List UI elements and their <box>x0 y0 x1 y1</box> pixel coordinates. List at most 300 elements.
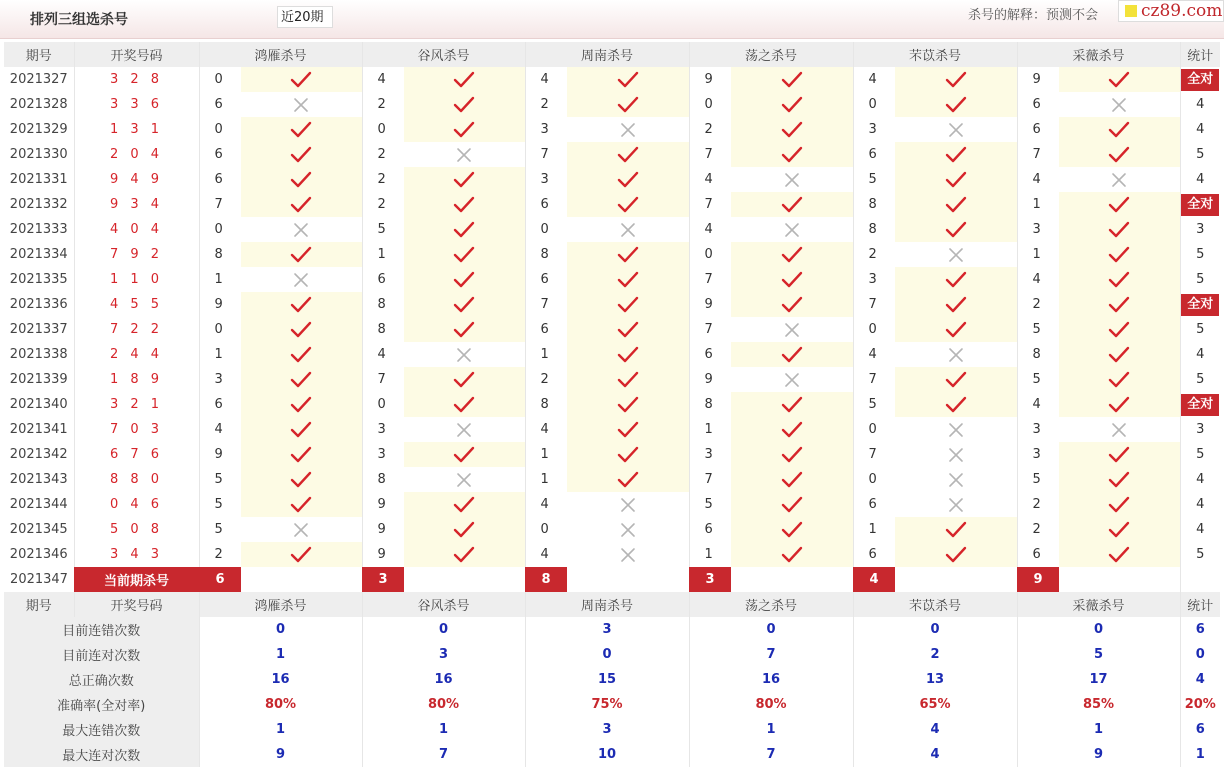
kill-number: 4 <box>362 67 404 92</box>
cross-icon <box>1059 417 1180 442</box>
summary-stat: 6 <box>1180 717 1220 742</box>
kill-number: 2 <box>1017 492 1059 517</box>
check-icon <box>895 542 1017 567</box>
cross-icon <box>731 167 853 192</box>
table-row <box>4 467 1220 492</box>
kill-number: 4 <box>853 67 895 92</box>
check-icon <box>895 142 1017 167</box>
cross-icon <box>404 142 525 167</box>
check-icon <box>731 492 853 517</box>
stat-cell: 3 <box>1180 417 1220 442</box>
summary-label: 总正确次数 <box>4 667 199 692</box>
cross-icon <box>567 117 689 142</box>
draw-number: 3 4 3 <box>74 542 199 567</box>
kill-number: 2 <box>362 192 404 217</box>
check-icon <box>241 342 362 367</box>
summary-value: 80% <box>199 692 362 717</box>
kill-number: 2 <box>362 167 404 192</box>
check-icon <box>567 67 689 92</box>
col-expert-header: 采薇杀号 <box>1017 592 1180 617</box>
check-icon <box>895 292 1017 317</box>
stat-cell: 4 <box>1180 117 1220 142</box>
draw-number: 2 0 4 <box>74 142 199 167</box>
summary-stat: 4 <box>1180 667 1220 692</box>
stat-cell: 4 <box>1180 167 1220 192</box>
check-icon <box>1059 367 1180 392</box>
check-icon <box>567 267 689 292</box>
kill-number: 5 <box>362 217 404 242</box>
kill-number: 6 <box>853 542 895 567</box>
issue-number: 2021342 <box>9 447 68 462</box>
current-row <box>4 567 1220 592</box>
kill-number: 5 <box>853 167 895 192</box>
kill-number: 5 <box>199 492 241 517</box>
kill-number: 1 <box>689 542 731 567</box>
check-icon <box>1059 292 1180 317</box>
check-icon <box>567 167 689 192</box>
kill-number: 4 <box>525 67 567 92</box>
summary-value: 7 <box>689 642 853 667</box>
stat-cell: 4 <box>1180 342 1220 367</box>
draw-number: 5 0 8 <box>74 517 199 542</box>
summary-value: 1 <box>199 717 362 742</box>
kill-number: 1 <box>525 442 567 467</box>
check-icon <box>1059 392 1180 417</box>
stat-cell: 5 <box>1180 542 1220 567</box>
current-kill-number: 6 <box>199 567 241 592</box>
check-icon <box>241 492 362 517</box>
check-icon <box>895 317 1017 342</box>
cross-icon <box>404 417 525 442</box>
issue-number: 2021339 <box>9 372 68 387</box>
issue-number: 2021343 <box>9 472 68 487</box>
check-icon <box>404 517 525 542</box>
issue-number: 2021332 <box>9 197 68 212</box>
kill-number: 6 <box>689 342 731 367</box>
issue-number: 2021338 <box>9 347 68 362</box>
stat-cell: 4 <box>1180 517 1220 542</box>
kill-number: 8 <box>525 392 567 417</box>
kill-number: 7 <box>689 142 731 167</box>
col-draw-header: 开奖号码 <box>74 42 199 67</box>
kill-number: 9 <box>199 292 241 317</box>
check-icon <box>404 292 525 317</box>
cross-icon <box>895 467 1017 492</box>
kill-number: 0 <box>199 317 241 342</box>
summary-row <box>4 692 1220 717</box>
kill-number: 6 <box>1017 542 1059 567</box>
kill-number: 8 <box>1017 342 1059 367</box>
summary-value: 85% <box>1017 692 1180 717</box>
check-icon <box>241 442 362 467</box>
check-icon <box>1059 342 1180 367</box>
kill-number: 9 <box>362 517 404 542</box>
site-logo[interactable] <box>1118 0 1224 22</box>
kill-number: 7 <box>199 192 241 217</box>
check-icon <box>241 417 362 442</box>
cross-icon <box>895 492 1017 517</box>
kill-number: 1 <box>199 342 241 367</box>
kill-number: 4 <box>689 217 731 242</box>
kill-number: 8 <box>362 292 404 317</box>
kill-number: 0 <box>199 117 241 142</box>
issue-number: 2021331 <box>9 172 68 187</box>
kill-number: 1 <box>1017 192 1059 217</box>
kill-number: 4 <box>525 542 567 567</box>
summary-value: 80% <box>689 692 853 717</box>
col-draw-header: 开奖号码 <box>74 592 199 617</box>
check-icon <box>1059 542 1180 567</box>
check-icon <box>567 292 689 317</box>
table-header-row <box>4 42 1220 67</box>
kill-number: 1 <box>689 417 731 442</box>
kill-number: 0 <box>525 517 567 542</box>
kill-number: 3 <box>199 367 241 392</box>
kill-number: 0 <box>689 92 731 117</box>
kill-number: 9 <box>362 542 404 567</box>
check-icon <box>404 92 525 117</box>
issue-number: 2021337 <box>9 322 68 337</box>
kill-number: 0 <box>853 317 895 342</box>
draw-number: 3 2 1 <box>74 392 199 417</box>
table-row <box>4 392 1220 417</box>
kill-number: 0 <box>199 217 241 242</box>
kill-number: 2 <box>362 92 404 117</box>
check-icon <box>1059 442 1180 467</box>
all-correct-badge: 全对 <box>1181 294 1219 316</box>
col-issue-header: 期号 <box>4 592 74 617</box>
check-icon <box>241 467 362 492</box>
stat-cell <box>1180 67 1220 92</box>
summary-value: 15 <box>525 667 689 692</box>
summary-value: 65% <box>853 692 1017 717</box>
table-row <box>4 67 1220 92</box>
stat-cell: 5 <box>1180 367 1220 392</box>
summary-value: 10 <box>525 742 689 767</box>
summary-stat: 1 <box>1180 742 1220 767</box>
summary-value: 1 <box>689 717 853 742</box>
check-icon <box>731 92 853 117</box>
kill-number: 0 <box>853 417 895 442</box>
check-icon <box>731 142 853 167</box>
stat-cell: 3 <box>1180 217 1220 242</box>
summary-value: 5 <box>1017 642 1180 667</box>
kill-number: 6 <box>1017 92 1059 117</box>
table-row <box>4 217 1220 242</box>
kill-number: 4 <box>525 492 567 517</box>
check-icon <box>731 117 853 142</box>
table-row <box>4 242 1220 267</box>
table-row <box>4 442 1220 467</box>
kill-number: 8 <box>853 217 895 242</box>
check-icon <box>404 67 525 92</box>
kill-number: 7 <box>853 292 895 317</box>
kill-number: 1 <box>362 242 404 267</box>
cross-icon <box>567 542 689 567</box>
kill-number: 7 <box>525 292 567 317</box>
issue-number: 2021333 <box>9 222 68 237</box>
col-expert-header: 谷风杀号 <box>362 42 525 67</box>
col-expert-header: 谷风杀号 <box>362 592 525 617</box>
draw-number: 8 8 0 <box>74 467 199 492</box>
check-icon <box>1059 317 1180 342</box>
check-icon <box>1059 142 1180 167</box>
draw-number: 7 0 3 <box>74 417 199 442</box>
kill-number: 8 <box>199 242 241 267</box>
summary-value: 75% <box>525 692 689 717</box>
check-icon <box>1059 67 1180 92</box>
kill-number: 1 <box>853 517 895 542</box>
summary-row <box>4 642 1220 667</box>
draw-number: 1 3 1 <box>74 117 199 142</box>
current-issue: 2021347 <box>10 572 68 587</box>
issue-number: 2021344 <box>9 497 68 512</box>
current-empty-cell <box>731 567 853 592</box>
table-row <box>4 492 1220 517</box>
summary-value: 0 <box>525 642 689 667</box>
check-icon <box>241 542 362 567</box>
cross-icon <box>404 342 525 367</box>
kill-number: 0 <box>853 92 895 117</box>
kill-number: 7 <box>362 367 404 392</box>
kill-number: 9 <box>689 67 731 92</box>
kill-number: 0 <box>525 217 567 242</box>
col-stat-header: 统计 <box>1180 592 1220 617</box>
kill-number: 9 <box>199 442 241 467</box>
kill-number: 1 <box>525 342 567 367</box>
kill-number: 8 <box>362 467 404 492</box>
table-row <box>4 317 1220 342</box>
kill-number: 4 <box>525 417 567 442</box>
kill-number: 5 <box>853 392 895 417</box>
check-icon <box>404 117 525 142</box>
draw-number: 1 8 9 <box>74 367 199 392</box>
kill-number: 0 <box>362 117 404 142</box>
draw-number: 9 4 9 <box>74 167 199 192</box>
summary-label: 准确率(全对率) <box>4 692 199 717</box>
current-empty-cell <box>241 567 362 592</box>
kill-number: 6 <box>525 267 567 292</box>
cross-icon <box>241 517 362 542</box>
all-correct-badge: 全对 <box>1181 394 1219 416</box>
col-expert-header: 采薇杀号 <box>1017 42 1180 67</box>
check-icon <box>567 142 689 167</box>
kill-number: 2 <box>689 117 731 142</box>
current-kill-number: 3 <box>362 567 404 592</box>
kill-number: 4 <box>1017 267 1059 292</box>
check-icon <box>567 367 689 392</box>
kill-number: 0 <box>853 467 895 492</box>
check-icon <box>404 392 525 417</box>
check-icon <box>567 442 689 467</box>
summary-value: 1 <box>1017 717 1180 742</box>
check-icon <box>567 92 689 117</box>
table-row <box>4 517 1220 542</box>
kill-number: 5 <box>199 517 241 542</box>
draw-number: 6 7 6 <box>74 442 199 467</box>
summary-value: 3 <box>525 717 689 742</box>
draw-number: 0 4 6 <box>74 492 199 517</box>
check-icon <box>731 267 853 292</box>
summary-row <box>4 717 1220 742</box>
check-icon <box>404 267 525 292</box>
summary-label: 目前连对次数 <box>4 642 199 667</box>
current-kill-number: 4 <box>853 567 895 592</box>
check-icon <box>731 417 853 442</box>
issue-number: 2021345 <box>9 522 68 537</box>
kill-number: 7 <box>853 442 895 467</box>
kill-number: 1 <box>199 267 241 292</box>
summary-value: 1 <box>362 717 525 742</box>
summary-label: 最大连对次数 <box>4 742 199 767</box>
check-icon <box>731 442 853 467</box>
kill-number: 7 <box>525 142 567 167</box>
check-icon <box>241 142 362 167</box>
table-row <box>4 192 1220 217</box>
summary-value: 0 <box>689 617 853 642</box>
cross-icon <box>895 442 1017 467</box>
draw-number: 2 4 4 <box>74 342 199 367</box>
kill-number: 9 <box>689 292 731 317</box>
kill-number: 2 <box>1017 292 1059 317</box>
check-icon <box>567 392 689 417</box>
current-kill-number: 8 <box>525 567 567 592</box>
kill-number: 6 <box>362 267 404 292</box>
col-expert-header: 芣苡杀号 <box>853 42 1017 67</box>
kill-number: 3 <box>853 267 895 292</box>
table-row <box>4 267 1220 292</box>
check-icon <box>895 167 1017 192</box>
table-row <box>4 292 1220 317</box>
current-empty-cell <box>895 567 1017 592</box>
check-icon <box>1059 467 1180 492</box>
table-row <box>4 167 1220 192</box>
kill-number: 6 <box>199 392 241 417</box>
check-icon <box>241 242 362 267</box>
check-icon <box>404 192 525 217</box>
check-icon <box>895 67 1017 92</box>
check-icon <box>567 192 689 217</box>
cross-icon <box>895 242 1017 267</box>
col-expert-header: 荡之杀号 <box>689 42 853 67</box>
current-kill-number: 9 <box>1017 567 1059 592</box>
summary-value: 3 <box>362 642 525 667</box>
check-icon <box>895 392 1017 417</box>
kill-number: 4 <box>1017 167 1059 192</box>
kill-number: 3 <box>362 417 404 442</box>
kill-number: 2 <box>525 367 567 392</box>
stat-cell <box>1180 192 1220 217</box>
stat-cell: 4 <box>1180 467 1220 492</box>
summary-label: 最大连错次数 <box>4 717 199 742</box>
kill-number: 3 <box>1017 442 1059 467</box>
cross-icon <box>404 467 525 492</box>
stat-cell: 5 <box>1180 442 1220 467</box>
kill-number-table <box>4 42 1220 767</box>
kill-number: 2 <box>1017 517 1059 542</box>
col-expert-header: 周南杀号 <box>525 592 689 617</box>
summary-value: 0 <box>853 617 1017 642</box>
kill-number: 5 <box>199 467 241 492</box>
kill-number: 8 <box>525 242 567 267</box>
kill-number: 5 <box>689 492 731 517</box>
kill-number: 6 <box>199 167 241 192</box>
site-logo-icon <box>1125 5 1137 17</box>
summary-value: 13 <box>853 667 1017 692</box>
summary-value: 2 <box>853 642 1017 667</box>
check-icon <box>567 317 689 342</box>
stat-cell <box>1180 392 1220 417</box>
kill-number: 1 <box>525 467 567 492</box>
summary-value: 80% <box>362 692 525 717</box>
kill-number: 0 <box>689 242 731 267</box>
draw-number: 4 5 5 <box>74 292 199 317</box>
kill-number: 5 <box>1017 317 1059 342</box>
kill-number: 7 <box>689 317 731 342</box>
period-select[interactable]: 近20期 <box>277 6 333 28</box>
check-icon <box>731 67 853 92</box>
stat-cell: 4 <box>1180 492 1220 517</box>
current-empty-cell <box>1059 567 1180 592</box>
kill-number: 6 <box>199 142 241 167</box>
check-icon <box>895 517 1017 542</box>
cross-icon <box>241 267 362 292</box>
check-icon <box>1059 267 1180 292</box>
check-icon <box>1059 517 1180 542</box>
table-row <box>4 92 1220 117</box>
table-row <box>4 367 1220 392</box>
kill-number: 7 <box>689 267 731 292</box>
draw-number: 7 2 2 <box>74 317 199 342</box>
issue-number: 2021346 <box>9 547 68 562</box>
summary-stat: 20% <box>1180 692 1220 717</box>
kill-number: 3 <box>689 442 731 467</box>
page-header <box>0 0 1224 39</box>
summary-value: 7 <box>362 742 525 767</box>
cross-icon <box>241 217 362 242</box>
summary-row <box>4 742 1220 767</box>
kill-number: 2 <box>853 242 895 267</box>
check-icon <box>567 242 689 267</box>
all-correct-badge: 全对 <box>1181 69 1219 91</box>
stat-cell: 5 <box>1180 142 1220 167</box>
check-icon <box>241 292 362 317</box>
explain-text: 杀号的解释：预测不会 <box>968 8 1099 23</box>
kill-number: 6 <box>199 92 241 117</box>
check-icon <box>731 517 853 542</box>
summary-header-row <box>4 592 1220 617</box>
draw-number: 3 2 8 <box>74 67 199 92</box>
kill-number: 3 <box>525 117 567 142</box>
kill-number: 2 <box>525 92 567 117</box>
check-icon <box>241 67 362 92</box>
summary-stat: 0 <box>1180 642 1220 667</box>
cross-icon <box>241 92 362 117</box>
stat-cell: 5 <box>1180 317 1220 342</box>
check-icon <box>241 117 362 142</box>
site-name: cz89.com <box>1141 1 1223 21</box>
summary-value: 7 <box>689 742 853 767</box>
check-icon <box>241 192 362 217</box>
kill-number: 6 <box>525 317 567 342</box>
draw-number: 1 1 0 <box>74 267 199 292</box>
current-empty-cell <box>404 567 525 592</box>
draw-number: 9 3 4 <box>74 192 199 217</box>
check-icon <box>567 417 689 442</box>
summary-value: 3 <box>525 617 689 642</box>
current-stat-cell <box>1180 567 1220 592</box>
kill-number: 2 <box>362 142 404 167</box>
